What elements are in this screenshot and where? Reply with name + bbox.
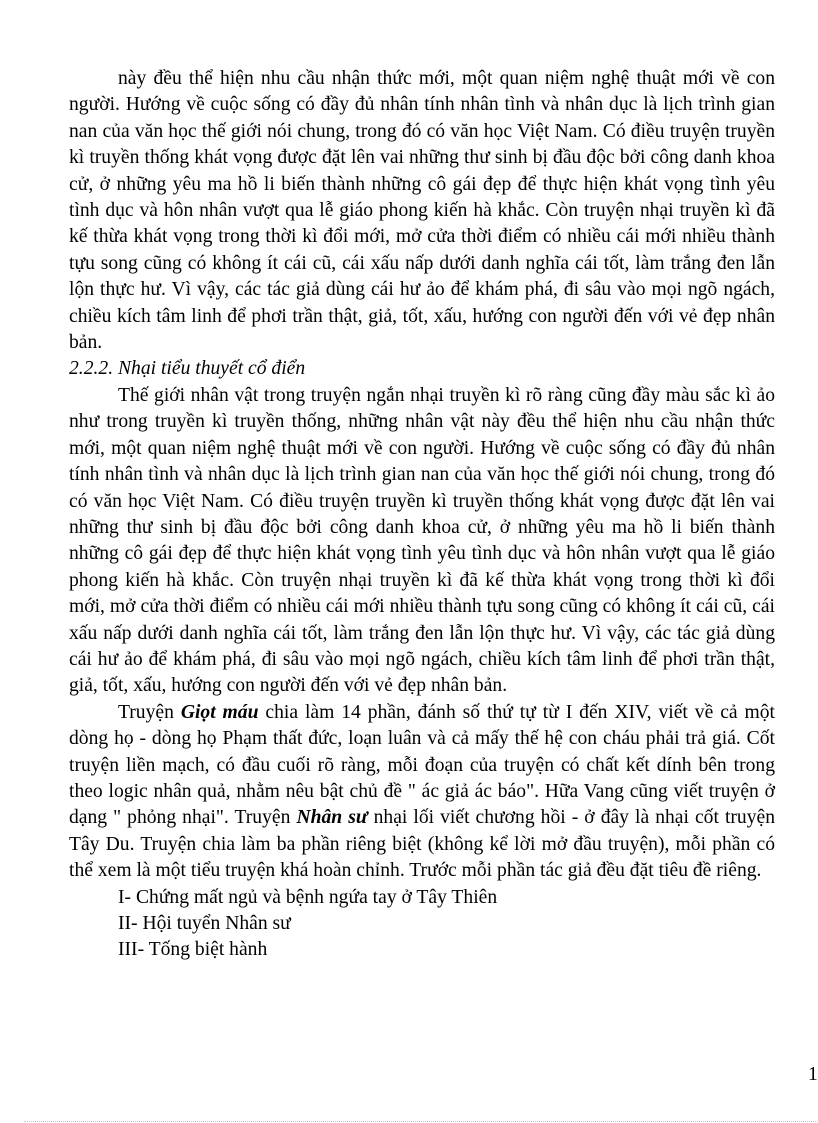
work-title-giot-mau: Giọt máu: [180, 701, 259, 723]
work-title-nhan-su: Nhân sư: [296, 807, 368, 829]
section-heading: 2.2.2. Nhại tiểu thuyết cổ điển: [69, 358, 306, 380]
list-item: III- Tống biệt hành: [118, 939, 268, 961]
list-item: II- Hội tuyển Nhân sư: [118, 913, 291, 934]
document-body: [69, 66, 775, 964]
chapter-list: [69, 885, 775, 964]
page-number: 1: [808, 1064, 818, 1085]
paragraph-2: Thế giới nhân vật trong truyện ngắn nhại truyền kì rõ ràng cũng đầy màu sắc kì ảo như trong truyền kì truyền thống, những nhân vật này đều thể hiện nhu cầu nhận thức mới, một quan niệm nghệ thuật mới về con người. Hướng về cuộc sống có đầy đủ nhân tính nhân tình và nhân dục là lịch trình gian nan của văn học thế giới nói chung, trong đó có văn học Việt Nam. Có điều truyện truyền kì truyền thống khát vọng được đặt lên vai những thư sinh bị đầu độc bởi công danh khoa cử, ở những yêu ma hồ li biến thành những cô gái đẹp để thực hiện khát vọng tình yêu tình dục và hôn nhân vượt qua lễ giáo phong kiến hà khắc. Còn truyện nhại truyền kì đã kế thừa khát vọng trong thời kì đổi mới, mở cửa thời điểm có nhiều cái mới nhiều thành tựu song cũng có không ít cái cũ, cái xấu nấp dưới danh nghĩa cái tốt, làm trắng đen lẫn lộn thực hư. Vì vậy, các tác giả dùng cái hư ảo để khám phá, đi sâu vào mọi ngõ ngách, chiều kích tâm linh để phơi trần thật, giả, tốt, xấu, hướng con người đến với vẻ đẹp nhân bản.: [69, 384, 775, 697]
paragraph-1: này đều thể hiện nhu cầu nhận thức mới, một quan niệm nghệ thuật mới về con người. Hướng về cuộc sống có đầy đủ nhân tính nhân tình và nhân dục là lịch trình gian nan của văn học thế giới nói chung, trong đó có văn học Việt Nam. Có điều truyện truyền kì truyền thống khát vọng được đặt lên vai những thư sinh bị đầu độc bởi công danh khoa cử, ở những yêu ma hồ li biến thành những cô gái đẹp để thực hiện khát vọng tình yêu tình dục và hôn nhân vượt qua lễ giáo phong kiến hà khắc. Còn truyện nhại truyền kì đã kế thừa khát vọng trong thời kì đổi mới, mở cửa thời điểm có nhiều cái mới nhiều thành tựu song cũng có không ít cái cũ, cái xấu nấp dưới danh nghĩa cái tốt, làm trắng đen lẫn lộn thực hư. Vì vậy, các tác giả dùng cái hư ảo để khám phá, đi sâu vào mọi ngõ ngách, chiều kích tâm linh để phơi trần thật, giả, tốt, xấu, hướng con người đến với vẻ đẹp nhân bản.: [69, 68, 775, 354]
paragraph-3-text-2: chia làm 14 phần, đánh số thứ tự từ I đến XIV, viết về cả một dòng họ - dòng họ Phạm thất đức, loạn luân và cả mấy thế hệ con cháu phải trả giá. Cốt truyện liền mạch, có đầu cuối rõ ràng, mỗi đoạn của truyện có chất kết dính bên trong theo logic nhân quả, nhằm nêu bật chủ đề " ác giả ác báo". Hữa Vang cũng viết truyện ở dạng " phỏng nhại". Truyện: [69, 701, 775, 829]
paragraph-3-text-1: Truyện: [118, 701, 181, 723]
paragraph-3-text-3: nhại lối viết chương hồi - ở đây là nhại cốt truyện Tây Du. Truyện chia làm ba phần riêng biệt (không kể lời mở đầu truyện), mỗi phần có thể xem là một tiểu truyện khá hoàn chỉnh. Trước mỗi phần tác giả đều đặt tiêu đề riêng.: [69, 807, 776, 882]
footer-divider: [24, 1121, 816, 1122]
paragraph-3: [69, 700, 775, 885]
list-item: I- Chứng mất ngủ và bệnh ngứa tay ở Tây Thiên: [118, 886, 498, 908]
